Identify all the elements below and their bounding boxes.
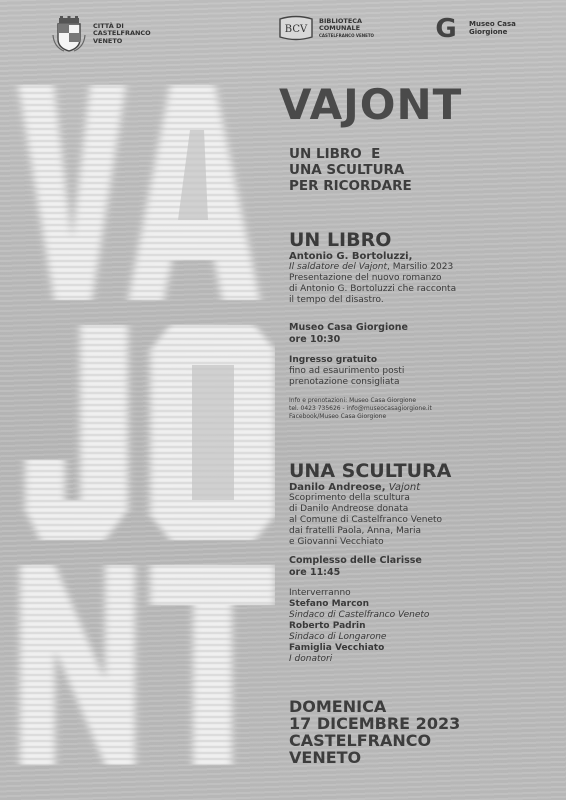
event-city: CASTELFRANCO: [289, 731, 432, 750]
scultura-description-line: dai fratelli Paola, Anna, Maria: [289, 526, 421, 536]
event-day: DOMENICA: [289, 697, 387, 716]
libro-info-line: Info e prenotazioni: Museo Casa Giorgione: [289, 397, 417, 404]
libro-publisher: , Marsilio 2023: [387, 262, 454, 272]
subtitle: [289, 146, 539, 194]
scultura-work: Vajont: [388, 482, 421, 493]
libro-entry-note: fino ad esaurimento posti: [289, 366, 405, 376]
speaker-role: I donatori: [289, 654, 333, 664]
scultura-heading: UNA SCULTURA: [289, 460, 452, 482]
biblioteca-mark-text: BCV: [284, 24, 308, 35]
vajont-stylized-word: [10, 70, 275, 770]
libro-entry-note: prenotazione consigliata: [289, 377, 400, 387]
libro-section: [289, 229, 539, 306]
biblioteca-logo-line-3: CASTELFRANCO VENETO: [319, 32, 374, 38]
libro-description-line: Presentazione del nuovo romanzo: [289, 273, 442, 283]
event-date-place: [289, 698, 539, 766]
speaker-name: Famiglia Vecchiato: [289, 643, 385, 653]
castelfranco-logo-line-3: VENETO: [93, 36, 123, 45]
castelfranco-crest-icon: [50, 15, 88, 53]
event-date: 17 DICEMBRE 2023: [289, 714, 461, 733]
libro-info-line: Facebook/Museo Casa Giorgione: [289, 413, 387, 420]
museo-logo-line-2: Giorgione: [469, 28, 508, 36]
speakers-intro: Interverranno: [289, 588, 351, 598]
libro-venue-block: [289, 322, 539, 346]
museo-g-icon: [428, 15, 464, 41]
libro-description-line: il tempo del disastro.: [289, 295, 384, 305]
libro-book-line: [289, 262, 539, 273]
libro-info-block: [289, 397, 539, 421]
scultura-description-line: di Danilo Andreose donata: [289, 504, 409, 514]
speaker-name: Stefano Marcon: [289, 599, 369, 609]
museo-logo-line-1: Museo Casa: [469, 20, 516, 28]
scultura-description: [289, 493, 539, 548]
scultura-speakers: [289, 588, 539, 665]
libro-time: ore 10:30: [289, 334, 341, 345]
subtitle-line-1: UN LIBRO E: [289, 146, 381, 162]
page-title: VAJONT: [279, 80, 463, 129]
scultura-artist-line: [289, 482, 539, 493]
scultura-section: [289, 460, 539, 548]
castelfranco-logo: [50, 15, 151, 53]
museo-logo: [428, 15, 516, 41]
scultura-description-line: al Comune di Castelfranco Veneto: [289, 515, 443, 525]
speaker-role: Sindaco di Longarone: [289, 632, 387, 642]
libro-entry-block: [289, 355, 539, 388]
biblioteca-logo-line-1: BIBLIOTECA: [319, 16, 363, 25]
scultura-description-line: e Giovanni Vecchiato: [289, 537, 384, 547]
castelfranco-logo-line-1: CITTÀ DI: [93, 21, 124, 30]
event-region: VENETO: [289, 748, 362, 767]
subtitle-line-2: UNA SCULTURA: [289, 162, 405, 178]
libro-description: [289, 273, 539, 306]
libro-entry: Ingresso gratuito: [289, 355, 378, 365]
libro-heading: UN LIBRO: [289, 229, 392, 251]
speaker-role: Sindaco di Castelfranco Veneto: [289, 610, 430, 620]
libro-author: Antonio G. Bortoluzzi,: [289, 251, 413, 262]
libro-book-title: Il saldatore del Vajont: [289, 262, 388, 272]
museo-mark-text: G: [435, 15, 457, 41]
libro-description-line: di Antonio G. Bortoluzzi che racconta: [289, 284, 457, 294]
biblioteca-logo-line-2: COMUNALE: [319, 24, 361, 32]
scultura-venue-block: [289, 555, 539, 579]
scultura-venue: Complesso delle Clarisse: [289, 555, 422, 566]
subtitle-line-3: PER RICORDARE: [289, 178, 412, 194]
libro-venue: Museo Casa Giorgione: [289, 322, 408, 333]
scultura-artist: Danilo Andreose,: [289, 482, 386, 493]
biblioteca-logo: [278, 15, 374, 41]
speaker-name: Roberto Padrin: [289, 621, 366, 631]
libro-info-line: tel. 0423 735626 - info@museocasagiorgione.it: [289, 405, 432, 412]
biblioteca-bcv-icon: [278, 15, 314, 41]
scultura-description-line: Scoprimento della scultura: [289, 493, 410, 503]
castelfranco-logo-line-2: CASTELFRANCO: [93, 29, 151, 38]
scultura-time: ore 11:45: [289, 567, 341, 578]
